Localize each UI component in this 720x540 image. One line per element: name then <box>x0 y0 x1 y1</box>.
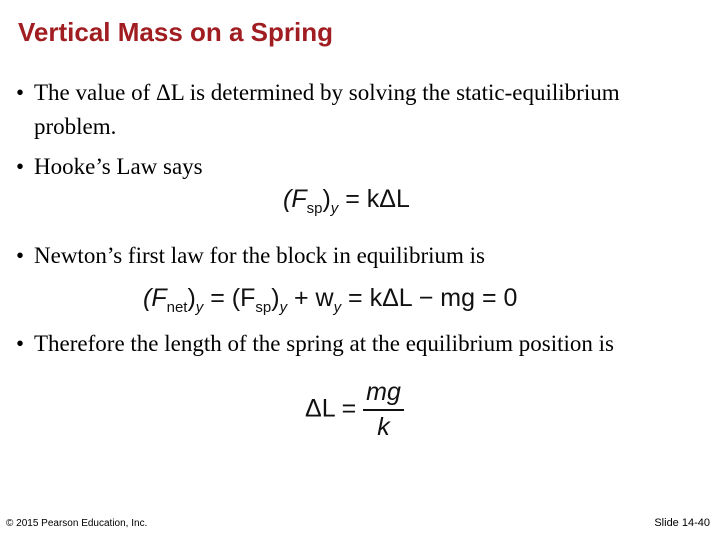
slide-number: Slide 14-40 <box>654 517 710 529</box>
result-equation: ΔL = $\frac{mg}{k}$ <box>305 378 404 442</box>
bullet-hookes-law <box>16 150 686 184</box>
bullet-text: Newton’s first law for the block in equilibrium is <box>34 243 485 268</box>
bullet-marker: • <box>16 243 25 268</box>
bullet-marker: • <box>16 154 25 179</box>
bullet-delta-l <box>16 76 686 144</box>
hooke-equation: $(F_{sp})_y = k\Delta L$ <box>283 185 410 217</box>
copyright-notice: © 2015 Pearson Education, Inc. <box>6 518 148 529</box>
slide-title: Vertical Mass on a Spring <box>18 17 333 47</box>
bullet-therefore <box>16 327 686 361</box>
newton-equation: $(F_{net})_y = (F_{sp})_y + w_y = k\Delta L$ − mg = 0 <box>143 284 518 316</box>
bullet-marker: • <box>16 331 25 356</box>
bullet-marker: • <box>16 80 25 105</box>
bullet-text: Hooke’s Law says <box>34 154 203 179</box>
bullet-text: The value of ΔL is determined by solving the static-equilibrium problem. <box>34 80 620 139</box>
bullet-newtons-law <box>16 239 686 273</box>
bullet-text: Therefore the length of the spring at the equilibrium position is <box>34 331 614 356</box>
